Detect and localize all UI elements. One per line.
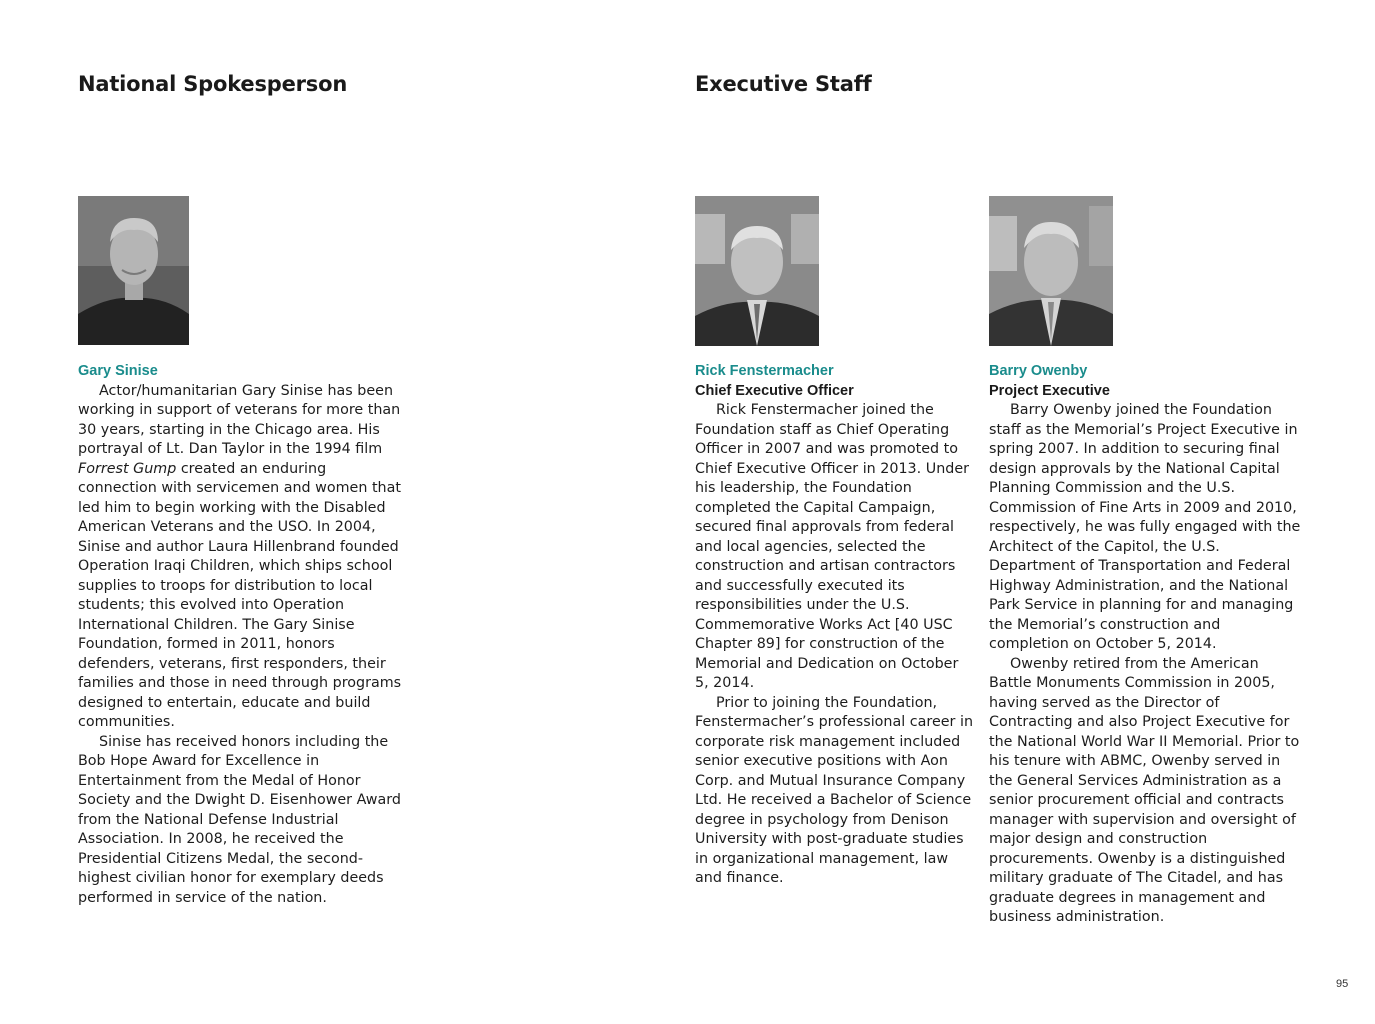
page-number: 95 (1336, 978, 1349, 990)
bio-paragraph: Rick Fenstermacher joined the Foundation staff as Chief Operating Officer in 2007 and was promoted to Chief Executive Officer in 2013. Under his leadership, the Foundation completed the Capital Campaign, secured final approvals from federal and local agencies, selected the construction and artisan contractors and successfully executed its responsibilities under the U.S. Commemorative Works Act [40 USC Chapter 89] for construction of the Memorial and Dedication on October 5, 2014. (695, 402, 970, 691)
portrait-photo-icon (989, 196, 1113, 346)
film-title: Forrest Gump (78, 460, 177, 477)
executive-bio (695, 362, 975, 889)
person-name: Gary Sinise (78, 363, 158, 379)
bio-paragraph: Sinise has received honors including the Bob Hope Award for Excellence in Entertainment from the Medal of Honor Society and the Dwight D. Eisenhower Award from the National Defense Industrial Association. In 2008, he received the Presidential Citizens Medal, the second-highest civilian honor for exemplary deeds performed in service of the nation. (78, 733, 401, 906)
section-heading-spokesperson: National Spokesperson (78, 72, 348, 96)
bio-paragraph: Actor/humanitarian Gary Sinise has been working in support of veterans for more than 30 years, starting in the Chicago area. His portrayal of Lt. Dan Taylor in the 1994 film Forrest Gump created an enduring connection with servicemen and women that led him to begin working with the Disabled American Veterans and the USO. In 2004, Sinise and author Laura Hillenbrand founded Operation Iraqi Children, which ships school supplies to troops for distribution to local students; this evolved into Operation International Children. The Gary Sinise Foundation, formed in 2011, honors defenders, veterans, first responders, their families and those in need through programs designed to entertain, educate and build communities. (78, 382, 402, 730)
executive-bio (989, 362, 1304, 928)
section-heading-executive-staff: Executive Staff (695, 72, 872, 96)
bio-paragraph: Barry Owenby joined the Foundation staff as the Memorial’s Project Executive in spring 2007. In addition to securing final design approvals by the National Capital Planning Commission and the U.S. Commission of Fine Arts in 2009 and 2010, respectively, he was fully engaged with the Architect of the Capitol, the U.S. Department of Transportation and Federal Highway Administration, and the National Park Service in planning for and managing the Memorial’s construction and completion on October 5, 2014. (989, 402, 1301, 652)
portrait-photo-icon (78, 196, 189, 345)
person-title: Chief Executive Officer (695, 382, 854, 399)
spokesperson-bio (78, 362, 408, 908)
person-name: Rick Fenstermacher (695, 363, 834, 379)
person-name: Barry Owenby (989, 363, 1088, 379)
person-title: Project Executive (989, 382, 1110, 399)
portrait-photo-icon (695, 196, 819, 346)
bio-paragraph: Prior to joining the Foundation, Fenstermacher’s professional career in corporate risk management included senior executive positions with Aon Corp. and Mutual Insurance Company Ltd. He received a Bachelor of Science degree in psychology from Denison University with post-graduate studies in organizational management, law and finance. (695, 694, 973, 886)
bio-paragraph: Owenby retired from the American Battle Monuments Commission in 2005, having served as the Director of Contracting and also Project Executive for the National World War II Memorial. Prior to his tenure with ABMC, Owenby served in the General Services Administration as a senior procurement official and contracts manager with supervision and oversight of major design and construction procurements. Owenby is a distinguished military graduate of The Citadel, and has graduate degrees in management and business administration. (989, 655, 1300, 925)
